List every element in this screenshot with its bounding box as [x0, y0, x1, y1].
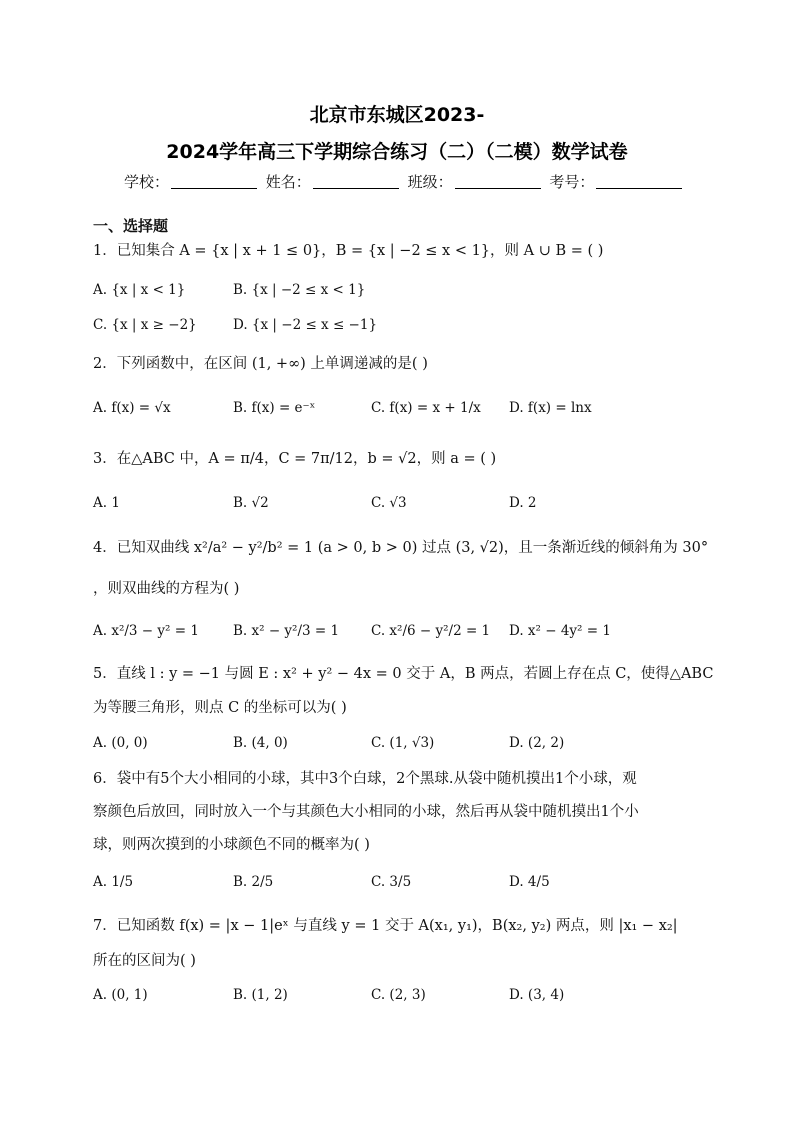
- name-field[interactable]: [266, 171, 399, 192]
- q5-option-d: D. (2, 2): [509, 735, 565, 751]
- q3-option-a: A. 1: [93, 495, 120, 511]
- school-blank[interactable]: [171, 174, 257, 189]
- school-field[interactable]: [124, 171, 257, 192]
- q5-option-b: B. (4, 0): [233, 735, 288, 751]
- question-5-text-line-1: 5．直线 l : y = −1 与圆 E : x² + y² − 4x = 0 交于 A，B 两点，若圆上存在点 C，使得△ABC: [93, 666, 714, 682]
- q3-option-d: D. 2: [509, 495, 537, 511]
- question-2-text: 2．下列函数中，在区间 (1, +∞) 上单调递减的是( ): [93, 356, 428, 372]
- q7-option-b: B. (1, 2): [233, 987, 288, 1003]
- q5-option-a: A. (0, 0): [93, 735, 148, 751]
- name-blank[interactable]: [313, 174, 399, 189]
- question-6-text-line-3: 球，则两次摸到的小球颜色不同的概率为( ): [93, 837, 370, 853]
- q7-option-d: D. (3, 4): [509, 987, 565, 1003]
- q1-option-d: D. {x | −2 ≤ x ≤ −1}: [233, 317, 378, 333]
- q6-option-a: A. 1/5: [93, 874, 134, 890]
- question-6-text-line-1: 6．袋中有5个大小相同的小球，其中3个白球，2个黑球.从袋中随机摸出1个小球，观: [93, 771, 637, 787]
- question-4-text-line-2: ，则双曲线的方程为( ): [93, 581, 240, 597]
- q2-option-a: A. f(x) = √x: [93, 400, 171, 416]
- name-label: 姓名：: [265, 173, 311, 191]
- q5-option-c: C. (1, √3): [371, 735, 435, 751]
- q7-option-c: C. (2, 3): [371, 987, 426, 1003]
- q7-option-a: A. (0, 1): [93, 987, 148, 1003]
- q3-option-c: C. √3: [371, 495, 407, 511]
- class-field[interactable]: [408, 171, 541, 192]
- q6-option-c: C. 3/5: [371, 874, 412, 890]
- q6-option-b: B. 2/5: [233, 874, 274, 890]
- q1-option-a: A. {x | x < 1}: [93, 282, 186, 298]
- q2-option-b: B. f(x) = e⁻ˣ: [233, 400, 316, 416]
- question-4-text-line-1: 4．已知双曲线 x²/a² − y²/b² = 1 (a > 0, b > 0) 过点 (3, √2)，且一条渐近线的倾斜角为 30°: [93, 540, 709, 556]
- exam-title-line-1: 北京市东城区2023-: [309, 104, 485, 126]
- student-info-fields: [124, 171, 686, 192]
- q4-option-d: D. x² − 4y² = 1: [509, 623, 611, 639]
- q4-option-b: B. x² − y²/3 = 1: [233, 623, 340, 639]
- section-title: 一、选择题: [93, 217, 169, 235]
- q1-option-c: C. {x | x ≥ −2}: [93, 317, 197, 333]
- class-blank[interactable]: [455, 174, 541, 189]
- exam-number-label: 考号：: [549, 173, 595, 191]
- class-label: 班级：: [407, 173, 453, 191]
- question-6-text-line-2: 察颜色后放回，同时放入一个与其颜色大小相同的小球，然后再从袋中随机摸出1个小: [93, 804, 639, 820]
- exam-title-line-2: 2024学年高三下学期综合练习（二）（二模）数学试卷: [166, 141, 628, 163]
- q4-option-a: A. x²/3 − y² = 1: [93, 623, 199, 639]
- q1-option-b: B. {x | −2 ≤ x < 1}: [233, 282, 366, 298]
- q6-option-d: D. 4/5: [509, 874, 550, 890]
- q4-option-c: C. x²/6 − y²/2 = 1: [371, 623, 491, 639]
- question-5-text-line-2: 为等腰三角形，则点 C 的坐标可以为( ): [93, 700, 347, 716]
- question-7-text-line-1: 7．已知函数 f(x) = |x − 1|eˣ 与直线 y = 1 交于 A(x₁, y₁)，B(x₂, y₂) 两点，则 |x₁ − x₂|: [93, 918, 678, 934]
- school-label: 学校：: [124, 173, 170, 191]
- q2-option-c: C. f(x) = x + 1/x: [371, 400, 481, 416]
- question-3-text: 3．在△ABC 中，A = π/4，C = 7π/12，b = √2，则 a = ( ): [93, 451, 497, 467]
- q2-option-d: D. f(x) = lnx: [509, 400, 592, 416]
- exam-number-field[interactable]: [549, 171, 682, 192]
- q3-option-b: B. √2: [233, 495, 269, 511]
- exam-number-blank[interactable]: [596, 174, 682, 189]
- question-7-text-line-2: 所在的区间为( ): [93, 953, 196, 969]
- question-1-text: 1．已知集合 A = {x | x + 1 ≤ 0}，B = {x | −2 ≤ x < 1}，则 A ∪ B = ( ): [93, 243, 604, 259]
